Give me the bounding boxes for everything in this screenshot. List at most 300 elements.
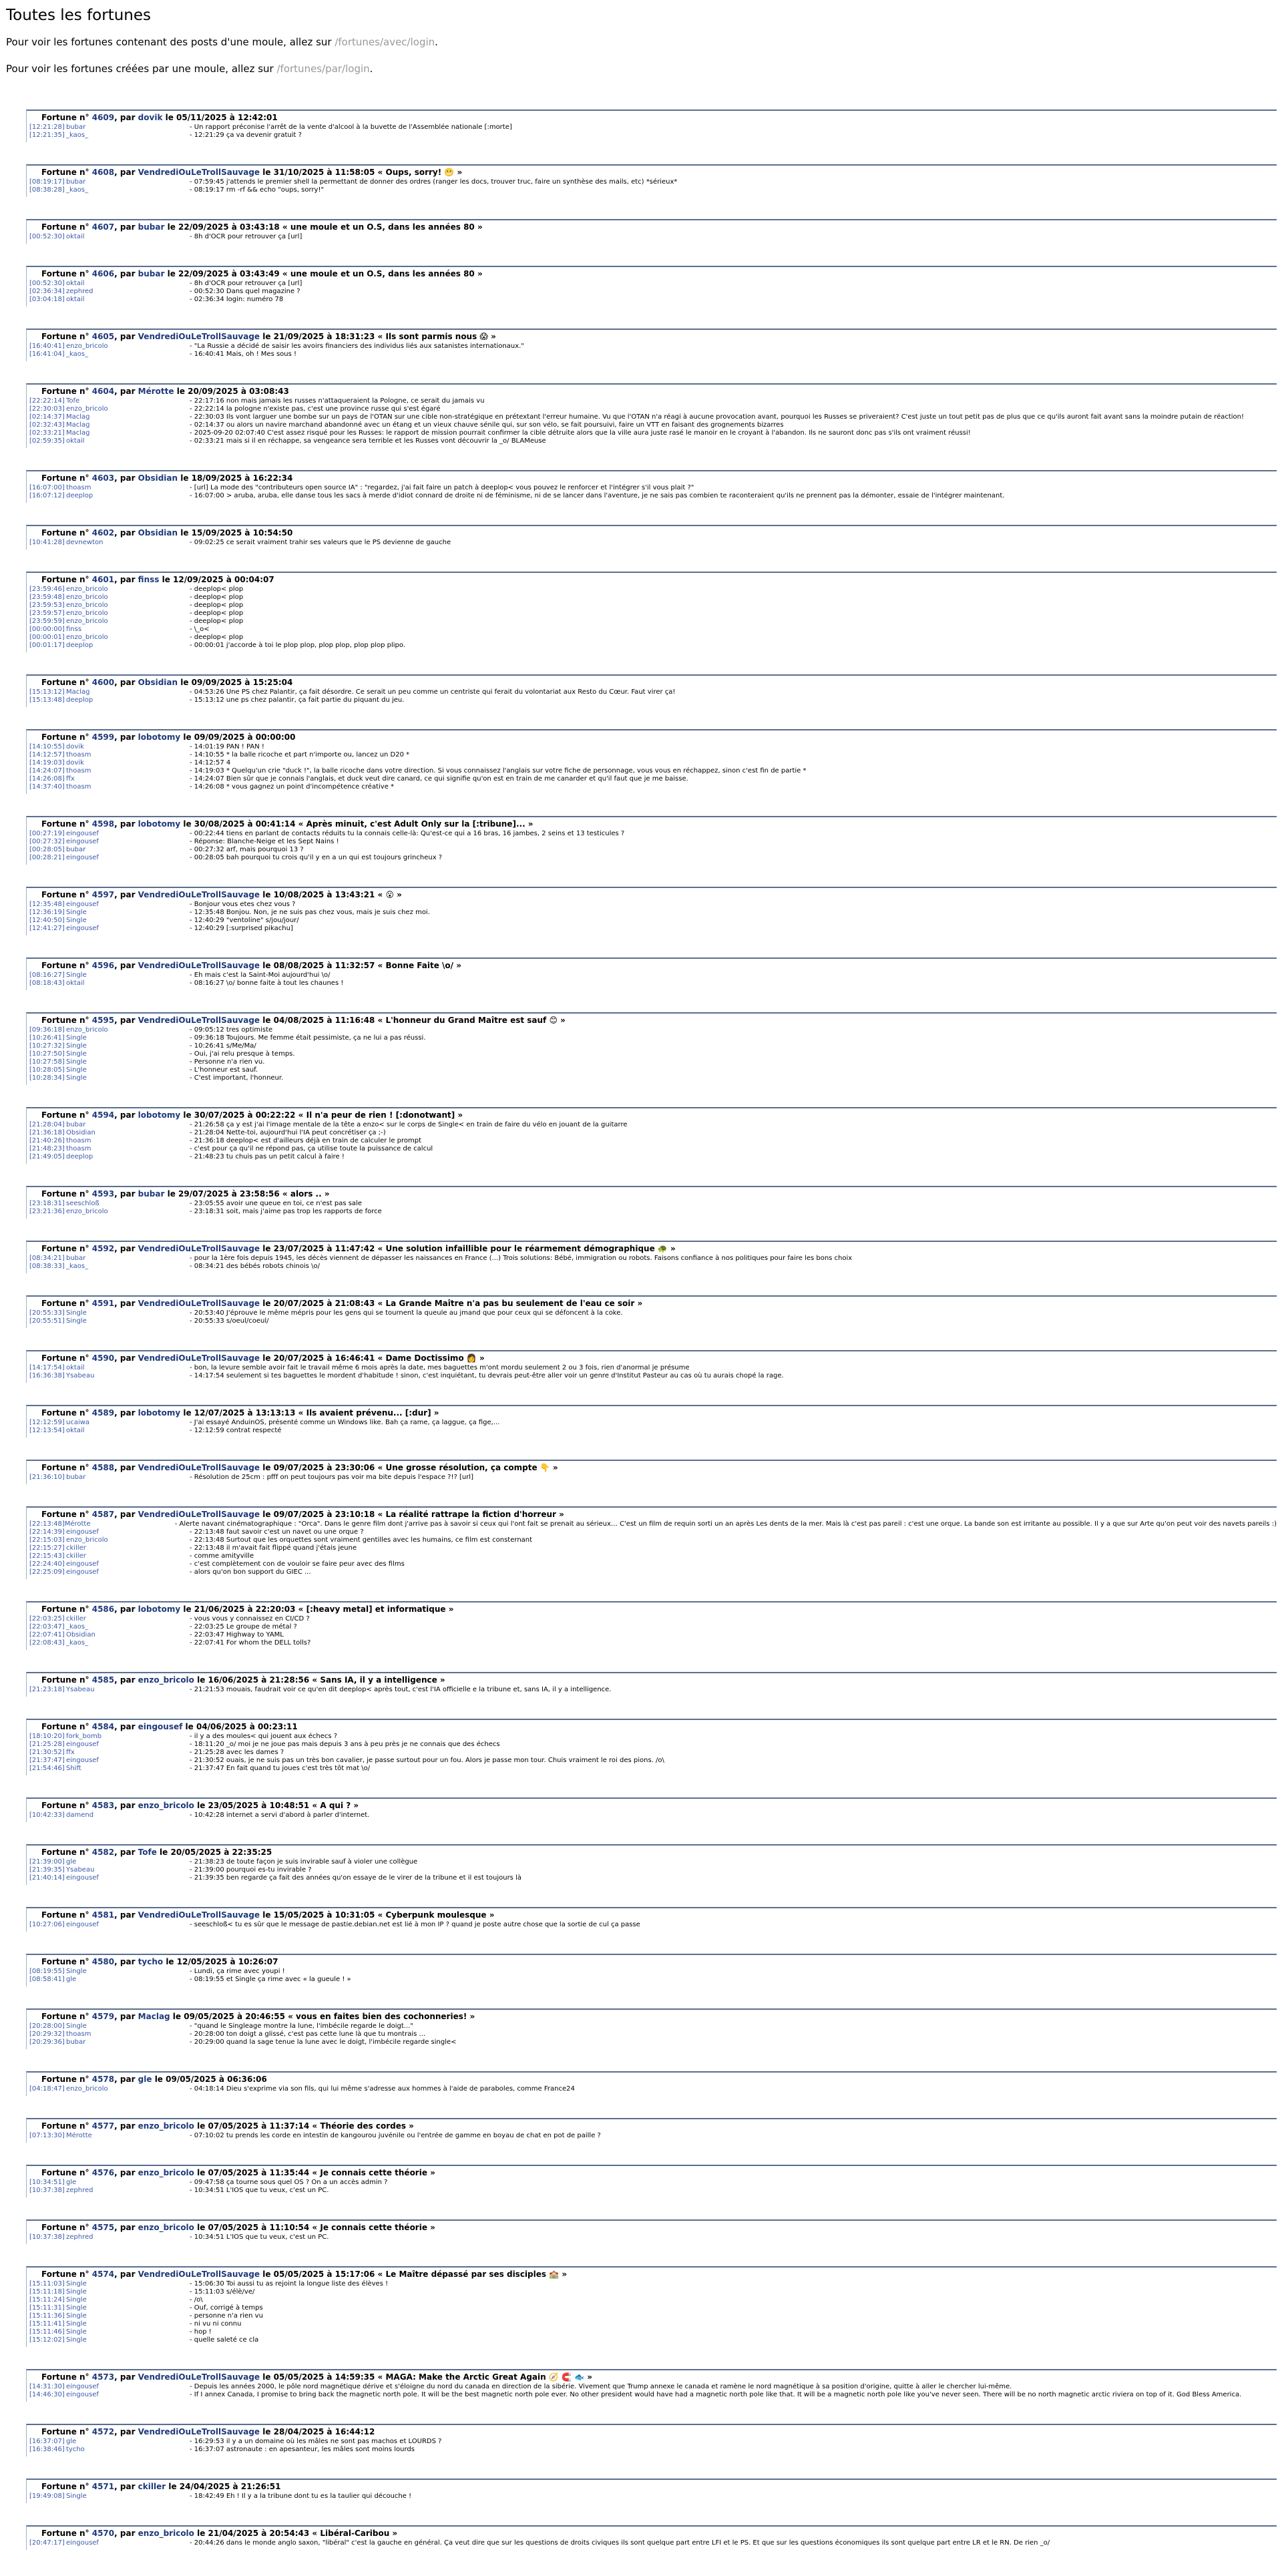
fortune-author-link[interactable]: VendrediOuLeTrollSauvage xyxy=(138,2270,260,2279)
post-author[interactable]: Single xyxy=(66,1066,87,1074)
post-author[interactable]: oktail xyxy=(66,296,85,303)
post-author[interactable]: eingousef xyxy=(66,838,99,845)
fortune-author-link[interactable]: bubar xyxy=(138,1189,165,1199)
post-timestamp[interactable]: [22:14:39] xyxy=(29,1528,65,1536)
post-timestamp[interactable]: [02:32:43] xyxy=(29,421,65,429)
post-author[interactable]: enzo_bricolo xyxy=(66,343,108,350)
post-timestamp[interactable]: [16:07:00] xyxy=(29,484,65,491)
fortune-number-link[interactable]: 4603 xyxy=(91,473,115,483)
post-author[interactable]: fork_bomb xyxy=(66,1733,102,1740)
post-timestamp[interactable]: [00:01:17] xyxy=(29,642,65,649)
post-author[interactable]: Single xyxy=(66,2336,87,2344)
post-author[interactable]: oktail xyxy=(66,1364,85,1371)
post-timestamp[interactable]: [23:59:59] xyxy=(29,618,65,625)
post-timestamp[interactable]: [07:13:30] xyxy=(29,2132,65,2139)
fortune-author-link[interactable]: dovik xyxy=(138,113,163,122)
fortune-number-link[interactable]: 4602 xyxy=(91,528,115,538)
fortune-author-link[interactable]: Mérotte xyxy=(138,387,174,396)
post-timestamp[interactable]: [16:07:12] xyxy=(29,492,65,499)
post-author[interactable]: Obsidian xyxy=(66,1631,95,1639)
fortune-author-link[interactable]: VendrediOuLeTrollSauvage xyxy=(138,1244,260,1253)
post-author[interactable]: Single xyxy=(66,917,87,924)
fortune-number-link[interactable]: 4575 xyxy=(91,2223,115,2232)
fortune-author-link[interactable]: lobotomy xyxy=(138,1604,181,1614)
fortune-author-link[interactable]: Tofe xyxy=(138,1848,157,1857)
post-author[interactable]: _kaos_ xyxy=(66,1623,89,1631)
post-timestamp[interactable]: [08:19:17] xyxy=(29,178,65,186)
post-author[interactable]: Tofe xyxy=(66,397,80,405)
post-author[interactable]: enzo_bricolo xyxy=(66,610,108,617)
post-author[interactable]: enzo_bricolo xyxy=(66,586,108,593)
fortune-number-link[interactable]: 4600 xyxy=(91,678,115,687)
post-author[interactable]: bubar xyxy=(66,846,86,853)
post-author[interactable]: Mérotte xyxy=(66,2132,92,2139)
fortune-author-link[interactable]: VendrediOuLeTrollSauvage xyxy=(138,1510,260,1519)
post-timestamp[interactable]: [02:33:21] xyxy=(29,429,65,437)
fortune-author-link[interactable]: Maclag xyxy=(138,2012,170,2021)
post-timestamp[interactable]: [14:26:08] xyxy=(29,775,65,783)
fortune-number-link[interactable]: 4570 xyxy=(91,2529,115,2538)
post-timestamp[interactable]: [20:47:17] xyxy=(29,2539,65,2547)
post-author[interactable]: oktail xyxy=(66,437,85,445)
post-timestamp[interactable]: [22:22:14] xyxy=(29,397,65,405)
post-timestamp[interactable]: [12:21:28] xyxy=(29,124,65,131)
post-author[interactable]: Single xyxy=(66,909,87,916)
post-timestamp[interactable]: [20:29:32] xyxy=(29,2030,65,2038)
post-timestamp[interactable]: [21:25:28] xyxy=(29,1741,65,1748)
post-timestamp[interactable]: [00:00:00] xyxy=(29,626,65,633)
post-author[interactable]: _kaos_ xyxy=(66,351,89,358)
post-author[interactable]: eingousef xyxy=(66,901,99,908)
post-timestamp[interactable]: [00:52:30] xyxy=(29,233,65,240)
fortune-number-link[interactable]: 4608 xyxy=(91,168,115,177)
fortune-number-link[interactable]: 4591 xyxy=(91,1299,115,1308)
post-author[interactable]: bubar xyxy=(66,2038,86,2046)
post-timestamp[interactable]: [20:55:51] xyxy=(29,1317,65,1325)
post-author[interactable]: bubar xyxy=(66,178,86,186)
post-timestamp[interactable]: [02:14:37] xyxy=(29,413,65,421)
post-author[interactable]: gle xyxy=(66,2438,77,2445)
post-author[interactable]: bubar xyxy=(66,1121,86,1128)
post-timestamp[interactable]: [12:12:59] xyxy=(29,1419,65,1426)
post-author[interactable]: eingousef xyxy=(66,1568,99,1576)
post-author[interactable]: bubar xyxy=(66,1255,86,1262)
post-author[interactable]: zephred xyxy=(66,2187,93,2194)
post-author[interactable]: Single xyxy=(66,1317,87,1325)
fortune-author-link[interactable]: bubar xyxy=(138,269,165,278)
fortune-author-link[interactable]: enzo_bricolo xyxy=(138,1675,194,1685)
fortune-number-link[interactable]: 4589 xyxy=(91,1408,115,1418)
post-author[interactable]: _kaos_ xyxy=(66,132,89,139)
post-timestamp[interactable]: [00:52:30] xyxy=(29,280,65,287)
post-timestamp[interactable]: [16:41:04] xyxy=(29,351,65,358)
post-author[interactable]: gle xyxy=(66,1858,77,1866)
post-timestamp[interactable]: [21:39:00] xyxy=(29,1858,65,1866)
fortune-number-link[interactable]: 4596 xyxy=(91,961,115,970)
post-author[interactable]: eingousef xyxy=(66,2383,99,2390)
post-timestamp[interactable]: [15:12:02] xyxy=(29,2336,65,2344)
post-author[interactable]: eingousef xyxy=(66,1921,99,1928)
post-author[interactable]: thoasm xyxy=(66,1137,91,1144)
post-timestamp[interactable]: [16:37:07] xyxy=(29,2438,65,2445)
post-author[interactable]: thoasm xyxy=(66,751,91,759)
post-author[interactable]: Single xyxy=(66,1309,87,1317)
post-author[interactable]: enzo_bricolo xyxy=(66,602,108,609)
post-timestamp[interactable]: [08:19:55] xyxy=(29,1968,65,1975)
fortune-number-link[interactable]: 4581 xyxy=(91,1910,115,1920)
post-author[interactable]: eingousef xyxy=(66,2391,99,2398)
post-timestamp[interactable]: [15:11:24] xyxy=(29,2296,65,2304)
fortune-number-link[interactable]: 4582 xyxy=(91,1848,115,1857)
post-timestamp[interactable]: [12:21:35] xyxy=(29,132,65,139)
fortune-author-link[interactable]: VendrediOuLeTrollSauvage xyxy=(138,1016,260,1025)
fortune-author-link[interactable]: Obsidian xyxy=(138,678,178,687)
post-timestamp[interactable]: [20:55:33] xyxy=(29,1309,65,1317)
post-timestamp[interactable]: [23:59:48] xyxy=(29,594,65,601)
post-timestamp[interactable]: [10:27:58] xyxy=(29,1058,65,1066)
post-timestamp[interactable]: [09:36:18] xyxy=(29,1026,65,1034)
post-author[interactable]: ffx xyxy=(66,775,75,783)
post-author[interactable]: Mérotte xyxy=(64,1520,91,1528)
fortune-number-link[interactable]: 4604 xyxy=(91,387,115,396)
post-author[interactable]: Single xyxy=(66,972,87,979)
post-timestamp[interactable]: [02:36:34] xyxy=(29,288,65,295)
post-timestamp[interactable]: [16:40:41] xyxy=(29,343,65,350)
fortune-author-link[interactable]: enzo_bricolo xyxy=(138,2121,194,2131)
post-author[interactable]: Single xyxy=(66,2312,87,2320)
post-timestamp[interactable]: [22:03:25] xyxy=(29,1615,65,1623)
post-author[interactable]: Single xyxy=(66,2328,87,2336)
fortune-number-link[interactable]: 4606 xyxy=(91,269,115,278)
post-timestamp[interactable]: [14:24:07] xyxy=(29,767,65,775)
post-timestamp[interactable]: [22:08:43] xyxy=(29,1639,65,1647)
post-timestamp[interactable]: [20:29:36] xyxy=(29,2038,65,2046)
fortune-number-link[interactable]: 4609 xyxy=(91,113,115,122)
post-author[interactable]: deeplop xyxy=(66,642,93,649)
post-timestamp[interactable]: [14:19:03] xyxy=(29,759,65,767)
post-author[interactable]: Single xyxy=(66,1074,87,1082)
post-timestamp[interactable]: [15:11:31] xyxy=(29,2304,65,2312)
fortune-author-link[interactable]: VendrediOuLeTrollSauvage xyxy=(138,332,260,341)
post-timestamp[interactable]: [22:13:48] xyxy=(29,1520,65,1528)
post-timestamp[interactable]: [00:28:21] xyxy=(29,854,65,861)
post-author[interactable]: ckiller xyxy=(66,1552,86,1560)
post-author[interactable]: Obsidian xyxy=(66,1129,95,1136)
post-author[interactable]: seeschloß xyxy=(66,1200,99,1207)
post-author[interactable]: _kaos_ xyxy=(66,186,89,194)
post-timestamp[interactable]: [21:40:14] xyxy=(29,1874,65,1882)
post-timestamp[interactable]: [08:38:33] xyxy=(29,1263,65,1270)
fortune-author-link[interactable]: VendrediOuLeTrollSauvage xyxy=(138,168,260,177)
fortune-number-link[interactable]: 4579 xyxy=(91,2012,115,2021)
post-timestamp[interactable]: [22:07:41] xyxy=(29,1631,65,1639)
post-timestamp[interactable]: [00:27:19] xyxy=(29,830,65,837)
post-author[interactable]: oktail xyxy=(66,1427,85,1434)
post-timestamp[interactable]: [10:42:33] xyxy=(29,1811,65,1819)
fortune-author-link[interactable]: eingousef xyxy=(138,1722,183,1731)
post-timestamp[interactable]: [21:23:18] xyxy=(29,1686,65,1693)
post-timestamp[interactable]: [12:40:50] xyxy=(29,917,65,924)
post-author[interactable]: ckiller xyxy=(66,1544,86,1552)
fortune-number-link[interactable]: 4571 xyxy=(91,2482,115,2491)
post-author[interactable]: eingousef xyxy=(66,925,99,932)
post-timestamp[interactable]: [15:11:41] xyxy=(29,2320,65,2328)
post-timestamp[interactable]: [21:37:47] xyxy=(29,1757,65,1764)
fortune-author-link[interactable]: bubar xyxy=(138,222,165,232)
post-timestamp[interactable]: [18:10:20] xyxy=(29,1733,65,1740)
post-author[interactable]: _kaos_ xyxy=(66,1263,89,1270)
post-timestamp[interactable]: [10:37:38] xyxy=(29,2187,65,2194)
fortune-author-link[interactable]: VendrediOuLeTrollSauvage xyxy=(138,2427,260,2436)
post-timestamp[interactable]: [22:03:47] xyxy=(29,1623,65,1631)
fortune-author-link[interactable]: VendrediOuLeTrollSauvage xyxy=(138,1910,260,1920)
post-timestamp[interactable]: [08:38:28] xyxy=(29,186,65,194)
post-timestamp[interactable]: [19:49:08] xyxy=(29,2493,65,2500)
post-author[interactable]: thoasm xyxy=(66,767,91,775)
fortune-number-link[interactable]: 4573 xyxy=(91,2372,115,2382)
post-author[interactable]: eingousef xyxy=(66,2539,99,2547)
post-author[interactable]: enzo_bricolo xyxy=(66,594,108,601)
post-author[interactable]: bubar xyxy=(66,124,86,131)
fortune-number-link[interactable]: 4594 xyxy=(91,1110,115,1120)
post-author[interactable]: Single xyxy=(66,2022,87,2030)
post-timestamp[interactable]: [21:39:35] xyxy=(29,1866,65,1874)
post-timestamp[interactable]: [15:11:36] xyxy=(29,2312,65,2320)
post-timestamp[interactable]: [12:13:54] xyxy=(29,1427,65,1434)
post-author[interactable]: Single xyxy=(66,1042,87,1050)
post-timestamp[interactable]: [02:59:35] xyxy=(29,437,65,445)
post-author[interactable]: enzo_bricolo xyxy=(66,1536,108,1544)
post-timestamp[interactable]: [15:11:03] xyxy=(29,2280,65,2288)
fortune-number-link[interactable]: 4590 xyxy=(91,1353,115,1363)
post-author[interactable]: Single xyxy=(66,2493,87,2500)
post-author[interactable]: eingousef xyxy=(66,1757,99,1764)
post-timestamp[interactable]: [21:36:18] xyxy=(29,1129,65,1136)
post-author[interactable]: Single xyxy=(66,1034,87,1042)
fortune-author-link[interactable]: VendrediOuLeTrollSauvage xyxy=(138,2372,260,2382)
post-author[interactable]: zephred xyxy=(66,2233,93,2241)
post-author[interactable]: oktail xyxy=(66,280,85,287)
fortune-number-link[interactable]: 4593 xyxy=(91,1189,115,1199)
fortune-number-link[interactable]: 4592 xyxy=(91,1244,115,1253)
post-author[interactable]: Single xyxy=(66,1968,87,1975)
post-author[interactable]: enzo_bricolo xyxy=(66,618,108,625)
post-timestamp[interactable]: [23:59:53] xyxy=(29,602,65,609)
post-timestamp[interactable]: [08:18:43] xyxy=(29,980,65,987)
post-author[interactable]: Maclag xyxy=(66,421,90,429)
post-timestamp[interactable]: [00:28:05] xyxy=(29,846,65,853)
post-author[interactable]: Ysabeau xyxy=(66,1686,95,1693)
post-author[interactable]: eingousef xyxy=(66,1741,99,1748)
fortune-number-link[interactable]: 4576 xyxy=(91,2168,115,2177)
post-timestamp[interactable]: [10:27:06] xyxy=(29,1921,65,1928)
post-timestamp[interactable]: [03:04:18] xyxy=(29,296,65,303)
fortune-number-link[interactable]: 4572 xyxy=(91,2427,115,2436)
post-timestamp[interactable]: [14:37:40] xyxy=(29,783,65,791)
post-author[interactable]: dovik xyxy=(66,759,84,767)
post-timestamp[interactable]: [10:27:32] xyxy=(29,1042,65,1050)
post-author[interactable]: thoasm xyxy=(66,1145,91,1152)
post-author[interactable]: gle xyxy=(66,1976,77,1983)
fortune-number-link[interactable]: 4601 xyxy=(91,575,115,584)
fortune-author-link[interactable]: enzo_bricolo xyxy=(138,2529,194,2538)
fortune-number-link[interactable]: 4586 xyxy=(91,1604,115,1614)
post-author[interactable]: Maclag xyxy=(66,429,90,437)
post-timestamp[interactable]: [22:15:27] xyxy=(29,1544,65,1552)
post-timestamp[interactable]: [21:48:23] xyxy=(29,1145,65,1152)
post-timestamp[interactable]: [10:28:05] xyxy=(29,1066,65,1074)
post-author[interactable]: ckiller xyxy=(66,1615,86,1623)
post-timestamp[interactable]: [10:41:28] xyxy=(29,539,65,546)
fortune-number-link[interactable]: 4577 xyxy=(91,2121,115,2131)
post-timestamp[interactable]: [21:28:04] xyxy=(29,1121,65,1128)
post-author[interactable]: Single xyxy=(66,2280,87,2288)
post-author[interactable]: deeplop xyxy=(66,696,93,704)
post-timestamp[interactable]: [15:11:18] xyxy=(29,2288,65,2296)
fortune-author-link[interactable]: finss xyxy=(138,575,160,584)
fortune-number-link[interactable]: 4597 xyxy=(91,890,115,899)
post-timestamp[interactable]: [22:24:40] xyxy=(29,1560,65,1568)
post-timestamp[interactable]: [20:28:00] xyxy=(29,2022,65,2030)
fortune-author-link[interactable]: lobotomy xyxy=(138,819,181,829)
post-timestamp[interactable]: [14:31:30] xyxy=(29,2383,65,2390)
post-author[interactable]: Ysabeau xyxy=(66,1866,95,1874)
post-author[interactable]: enzo_bricolo xyxy=(66,405,108,413)
post-author[interactable]: thoasm xyxy=(66,783,91,791)
post-author[interactable]: eingousef xyxy=(66,1528,99,1536)
fortune-author-link[interactable]: VendrediOuLeTrollSauvage xyxy=(138,1353,260,1363)
fortune-number-link[interactable]: 4578 xyxy=(91,2075,115,2084)
post-author[interactable]: Single xyxy=(66,2296,87,2304)
fortune-number-link[interactable]: 4580 xyxy=(91,1957,115,1966)
post-timestamp[interactable]: [15:11:46] xyxy=(29,2328,65,2336)
post-author[interactable]: Single xyxy=(66,2320,87,2328)
post-author[interactable]: Single xyxy=(66,1050,87,1058)
post-timestamp[interactable]: [23:59:57] xyxy=(29,610,65,617)
fortune-author-link[interactable]: VendrediOuLeTrollSauvage xyxy=(138,1463,260,1472)
post-timestamp[interactable]: [08:34:21] xyxy=(29,1255,65,1262)
post-author[interactable]: tycho xyxy=(66,2446,85,2453)
post-author[interactable]: oktail xyxy=(66,980,85,987)
post-timestamp[interactable]: [12:35:48] xyxy=(29,901,65,908)
post-author[interactable]: eingousef xyxy=(66,830,99,837)
post-author[interactable]: enzo_bricolo xyxy=(66,1026,108,1034)
post-timestamp[interactable]: [10:37:38] xyxy=(29,2233,65,2241)
fortune-author-link[interactable]: enzo_bricolo xyxy=(138,1801,194,1810)
fortune-number-link[interactable]: 4574 xyxy=(91,2270,115,2279)
fortune-author-link[interactable]: lobotomy xyxy=(138,1110,181,1120)
fortune-number-link[interactable]: 4588 xyxy=(91,1463,115,1472)
post-author[interactable]: gle xyxy=(66,2179,77,2186)
fortune-author-link[interactable]: lobotomy xyxy=(138,1408,181,1418)
post-timestamp[interactable]: [14:46:30] xyxy=(29,2391,65,2398)
post-timestamp[interactable]: [14:17:54] xyxy=(29,1364,65,1371)
fortune-number-link[interactable]: 4595 xyxy=(91,1016,115,1025)
post-author[interactable]: eingousef xyxy=(66,854,99,861)
post-author[interactable]: _kaos_ xyxy=(66,1639,89,1647)
post-timestamp[interactable]: [21:49:05] xyxy=(29,1153,65,1160)
fortune-author-link[interactable]: gle xyxy=(138,2075,152,2084)
fortune-author-link[interactable]: enzo_bricolo xyxy=(138,2223,194,2232)
post-author[interactable]: Single xyxy=(66,2304,87,2312)
fortune-number-link[interactable]: 4607 xyxy=(91,222,115,232)
fortune-author-link[interactable]: VendrediOuLeTrollSauvage xyxy=(138,890,260,899)
fortune-author-link[interactable]: VendrediOuLeTrollSauvage xyxy=(138,961,260,970)
post-timestamp[interactable]: [12:41:27] xyxy=(29,925,65,932)
post-author[interactable]: ucaiwa xyxy=(66,1419,90,1426)
post-timestamp[interactable]: [23:18:31] xyxy=(29,1200,65,1207)
post-author[interactable]: eingousef xyxy=(66,1560,99,1568)
post-author[interactable]: Single xyxy=(66,2288,87,2296)
fortune-author-link[interactable]: enzo_bricolo xyxy=(138,2168,194,2177)
fortune-number-link[interactable]: 4598 xyxy=(91,819,115,829)
post-timestamp[interactable]: [22:30:03] xyxy=(29,405,65,413)
post-timestamp[interactable]: [14:10:55] xyxy=(29,743,65,750)
post-author[interactable]: enzo_bricolo xyxy=(66,1208,108,1215)
post-timestamp[interactable]: [10:26:41] xyxy=(29,1034,65,1042)
post-timestamp[interactable]: [04:18:47] xyxy=(29,2085,65,2093)
post-timestamp[interactable]: [16:38:46] xyxy=(29,2446,65,2453)
link-fortunes-avec-login[interactable]: /fortunes/avec/login xyxy=(335,36,435,48)
fortune-author-link[interactable]: Obsidian xyxy=(138,473,178,483)
post-timestamp[interactable]: [15:13:12] xyxy=(29,688,65,696)
post-timestamp[interactable]: [23:59:46] xyxy=(29,586,65,593)
post-author[interactable]: Ysabeau xyxy=(66,1372,95,1379)
post-timestamp[interactable]: [23:21:36] xyxy=(29,1208,65,1215)
fortune-number-link[interactable]: 4587 xyxy=(91,1510,115,1519)
post-author[interactable]: finss xyxy=(66,626,82,633)
post-timestamp[interactable]: [22:15:43] xyxy=(29,1552,65,1560)
post-timestamp[interactable]: [21:30:52] xyxy=(29,1749,65,1756)
post-timestamp[interactable]: [10:27:50] xyxy=(29,1050,65,1058)
post-timestamp[interactable]: [22:15:03] xyxy=(29,1536,65,1544)
fortune-author-link[interactable]: lobotomy xyxy=(138,732,181,742)
post-author[interactable]: dovik xyxy=(66,743,84,750)
post-timestamp[interactable]: [00:00:01] xyxy=(29,634,65,641)
post-timestamp[interactable]: [15:13:48] xyxy=(29,696,65,704)
post-author[interactable]: deeplop xyxy=(66,1153,93,1160)
post-timestamp[interactable]: [21:40:26] xyxy=(29,1137,65,1144)
post-timestamp[interactable]: [14:12:57] xyxy=(29,751,65,759)
post-timestamp[interactable]: [10:28:34] xyxy=(29,1074,65,1082)
post-author[interactable]: damend xyxy=(66,1811,94,1819)
post-author[interactable]: Maclag xyxy=(66,688,90,696)
post-author[interactable]: zephred xyxy=(66,288,93,295)
post-timestamp[interactable]: [21:54:46] xyxy=(29,1765,65,1772)
post-author[interactable]: Maclag xyxy=(66,413,90,421)
post-timestamp[interactable]: [16:36:38] xyxy=(29,1372,65,1379)
post-timestamp[interactable]: [22:25:09] xyxy=(29,1568,65,1576)
post-timestamp[interactable]: [08:58:41] xyxy=(29,1976,65,1983)
fortune-author-link[interactable]: VendrediOuLeTrollSauvage xyxy=(138,1299,260,1308)
fortune-author-link[interactable]: Obsidian xyxy=(138,528,178,538)
post-author[interactable]: Single xyxy=(66,1058,87,1066)
fortune-number-link[interactable]: 4585 xyxy=(91,1675,115,1685)
fortune-author-link[interactable]: tycho xyxy=(138,1957,164,1966)
post-author[interactable]: thoasm xyxy=(66,484,91,491)
post-author[interactable]: bubar xyxy=(66,1474,86,1481)
post-timestamp[interactable]: [10:34:51] xyxy=(29,2179,65,2186)
link-fortunes-par-login[interactable]: /fortunes/par/login xyxy=(276,63,370,75)
post-author[interactable]: eingousef xyxy=(66,1874,99,1882)
post-author[interactable]: ffx xyxy=(66,1749,75,1756)
post-author[interactable]: enzo_bricolo xyxy=(66,2085,108,2093)
fortune-number-link[interactable]: 4599 xyxy=(91,732,115,742)
post-timestamp[interactable]: [08:16:27] xyxy=(29,972,65,979)
post-timestamp[interactable]: [12:36:19] xyxy=(29,909,65,916)
fortune-author-link[interactable]: ckiller xyxy=(138,2482,166,2491)
fortune-number-link[interactable]: 4583 xyxy=(91,1801,115,1810)
